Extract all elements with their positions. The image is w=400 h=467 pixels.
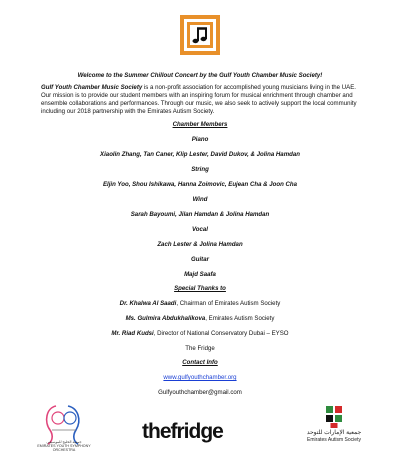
thanks-name: Ms. Gulmira Abdukhalikova (125, 315, 206, 322)
about-paragraph (41, 84, 359, 116)
about-lead: Gulf Youth Chamber Music Society (41, 84, 143, 91)
sponsor-footer (0, 392, 400, 467)
website-line (0, 374, 400, 382)
thanks-fridge: The Fridge (185, 345, 215, 352)
program-document (0, 72, 400, 397)
thanks-heading: Special Thanks to (174, 285, 226, 292)
thanks-person (0, 330, 400, 338)
music-note-logo-icon (179, 14, 221, 56)
contact-email: Gulfyouthchamber@gmail.com (158, 389, 242, 396)
thanks-name: Dr. Khalwa Al Saadi (119, 300, 177, 307)
members-heading: Chamber Members (172, 121, 228, 128)
names-guitar: Majd Saafa (184, 271, 216, 278)
instrument-piano: Piano (191, 136, 209, 143)
thanks-role: , Emirates Autism Society (205, 315, 275, 322)
instrument-guitar: Guitar (191, 256, 209, 263)
gyso-caption-en: EMIRATES YOUTH SYMPHONY ORCHESTRA (37, 444, 91, 453)
instrument-string: String (191, 166, 209, 173)
eas-name-ar: جمعية الإمارات للتوحد (306, 430, 362, 436)
thanks-role: , Director of National Conservatory Dubai – EYSO (153, 330, 289, 337)
gyso-caption-ar: جمعية الخليج للموسيقى (46, 440, 82, 444)
eas-name-en: Emirates Autism Society (307, 437, 361, 443)
names-piano: Xiaolin Zhang, Tan Caner, Klip Lester, David Dukov, & Jolina Hamdan (100, 151, 300, 158)
names-string: Eljin Yoo, Shou Ishikawa, Hanna Zoimovic, Eujean Cha & Joon Cha (102, 181, 298, 188)
instrument-wind: Wind (192, 196, 208, 203)
thanks-name: Mr. Riad Kudsi (111, 330, 154, 337)
the-fridge-logo: thefridge (142, 420, 223, 443)
gyso-caption (34, 440, 94, 453)
names-vocal: Zach Lester & Jolina Hamdan (157, 241, 243, 248)
thanks-person (0, 300, 400, 308)
thanks-role: , Chairman of Emirates Autism Society (176, 300, 281, 307)
about-text: is a non-profit association for accomplished young musicians living in the UAE. Our mission is to provide our student members with an inspiring forum for musical enrichment through chamber and ensemble collaborations and performances. Through our music, we also seek to actively support the local community including our 2018 partnership with the Emirates Autism Society. (41, 84, 357, 115)
contact-heading: Contact Info (182, 359, 218, 366)
names-wind: Sarah Bayoumi, Jilan Hamdan & Jolina Hamdan (130, 211, 270, 218)
website-link[interactable]: www.gulfyouthchamber.org (163, 374, 237, 381)
emirates-autism-society-logo (296, 406, 372, 454)
thanks-person (0, 315, 400, 323)
eas-emblem-icon (324, 406, 344, 428)
welcome-heading: Welcome to the Summer Chillout Concert by the Gulf Youth Chamber Music Society! (77, 72, 323, 79)
instrument-vocal: Vocal (191, 226, 209, 233)
